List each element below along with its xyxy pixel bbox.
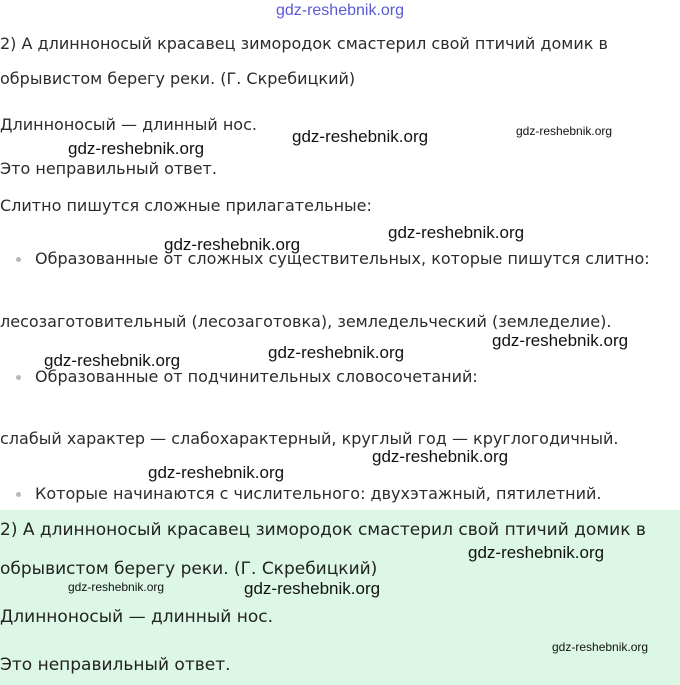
watermark: gdz-reshebnik.org xyxy=(148,463,285,482)
watermark: gdz-reshebnik.org xyxy=(244,579,381,598)
watermark: gdz-reshebnik.org xyxy=(468,543,605,562)
verdict-text: Это неправильный ответ. xyxy=(0,159,217,178)
watermark: gdz-reshebnik.org xyxy=(516,124,613,138)
sentence-line-2: обрывистом берегу реки. (Г. Скребицкий) xyxy=(0,69,356,88)
watermark: gdz-reshebnik.org xyxy=(44,351,181,370)
watermark: gdz-reshebnik.org xyxy=(164,235,301,254)
answer-sentence-line-2: обрывистом берегу реки. (Г. Скребицкий) xyxy=(0,559,378,579)
bullet-2-example: слабый характер — слабохарактерный, круглый год — круглогодичный. xyxy=(0,429,619,448)
definition-text: Длинноносый — длинный нос. xyxy=(0,115,257,134)
rule-text: Слитно пишутся сложные прилагательные: xyxy=(0,196,372,215)
bullet-marker xyxy=(16,492,21,497)
watermark: gdz-reshebnik.org xyxy=(552,640,649,654)
bullet-marker xyxy=(16,257,21,262)
answer-definition: Длинноносый — длинный нос. xyxy=(0,607,274,627)
bullet-1-example: лесозаготовительный (лесозаготовка), земледельческий (земледелие). xyxy=(0,312,612,331)
watermark: gdz-reshebnik.org xyxy=(268,343,405,362)
watermark: gdz-reshebnik.org xyxy=(388,223,525,242)
header-watermark: gdz-reshebnik.org xyxy=(275,2,405,19)
bullet-1-text: Образованные от сложных существительных, которые пишутся слитно: xyxy=(35,249,650,268)
answer-sentence-line-1: 2) А длинноносый красавец зимородок смастерил свой птичий домик в xyxy=(0,520,646,540)
answer-verdict: Это неправильный ответ. xyxy=(0,655,231,675)
watermark: gdz-reshebnik.org xyxy=(68,580,165,594)
bullet-3-text: Которые начинаются с числительного: двухэтажный, пятилетний. xyxy=(35,484,602,503)
watermark: gdz-reshebnik.org xyxy=(68,139,205,158)
bullet-marker xyxy=(16,375,21,380)
watermark: gdz-reshebnik.org xyxy=(492,331,629,350)
bullet-2-text: Образованные от подчинительных словосочетаний: xyxy=(35,367,478,386)
sentence-line-1: 2) А длинноносый красавец зимородок смастерил свой птичий домик в xyxy=(0,34,608,53)
watermark: gdz-reshebnik.org xyxy=(372,447,509,466)
watermark: gdz-reshebnik.org xyxy=(292,127,429,146)
